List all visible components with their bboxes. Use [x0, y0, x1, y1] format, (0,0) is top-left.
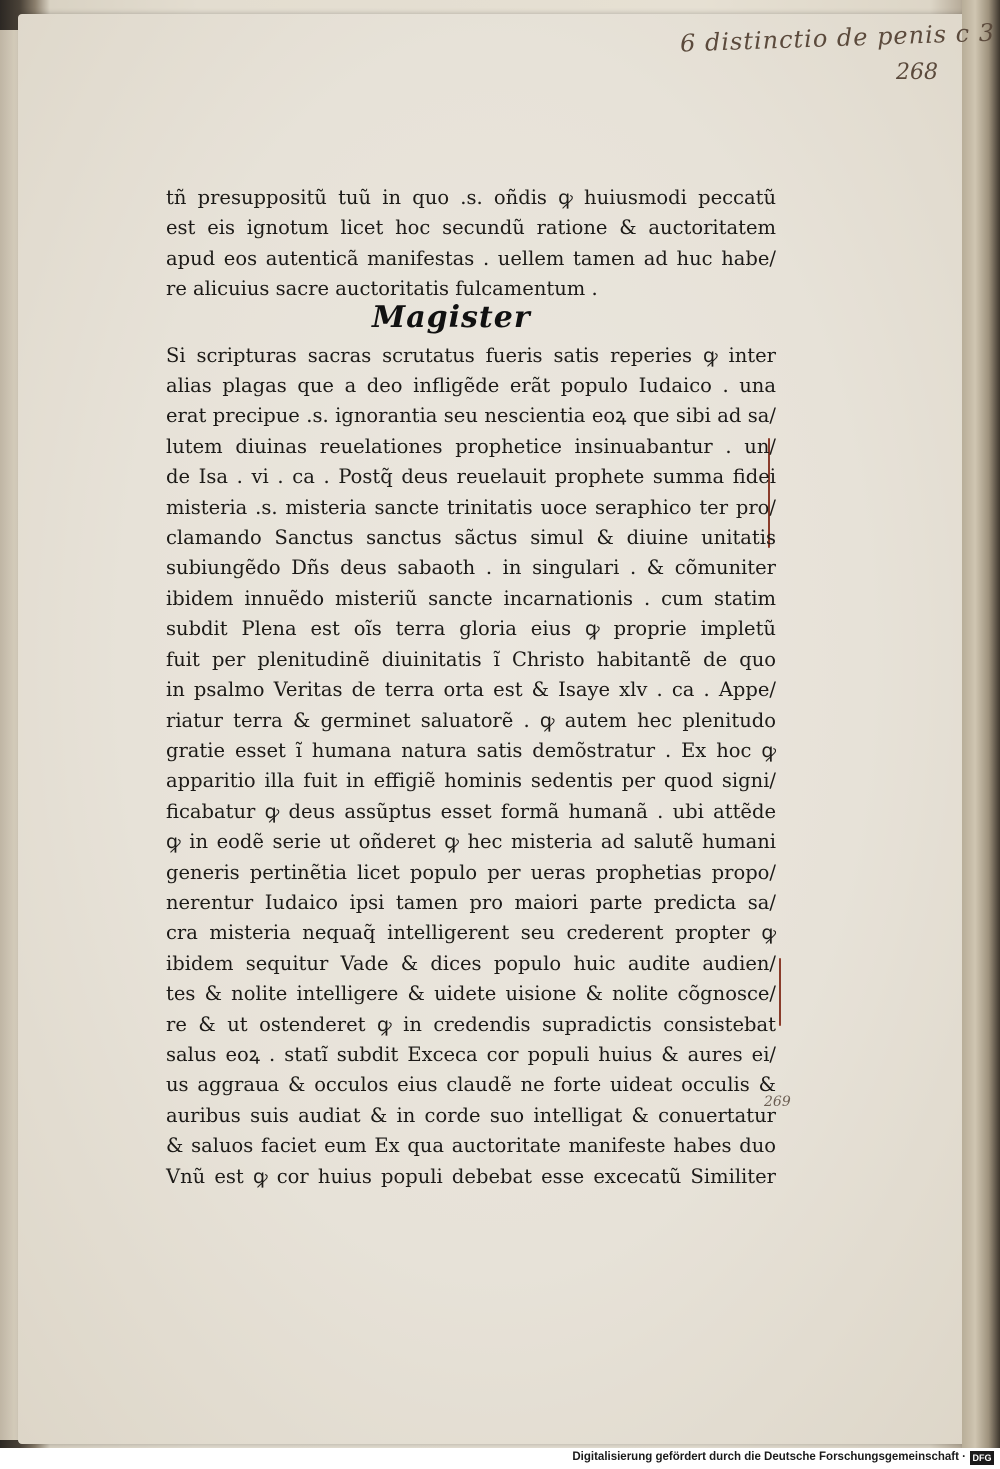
- main-text-block: [166, 183, 776, 1192]
- text-line: tes & nolite intelligere & uidete uisione & nolite cõgnosce/: [166, 982, 776, 1006]
- marginal-annotation-top: 6 distinctio de penis c 3: [679, 18, 996, 58]
- text-line: us aggraua & occulos eius claudẽ ne forte uideat occulis &: [166, 1073, 776, 1097]
- text-line: in psalmo Veritas de terra orta est & Isaye xlv . ca . Appe/: [166, 678, 776, 702]
- text-line: auribus suis audiat & in corde suo intelligat & conuertatur: [166, 1103, 776, 1127]
- text-line: tñ presuppositũ tuũ in quo .s. oñdis ꝙ huiusmodi peccatũ: [166, 186, 776, 209]
- text-line: & saluos faciet eum Ex qua auctoritate manifeste habes duo: [166, 1134, 776, 1158]
- text-line: gratie esset ĩ humana natura satis demõstratur . Ex hoc ꝙ: [166, 738, 776, 762]
- text-line: apparitio illa fuit in effigiẽ hominis sedentis per quod signi/: [166, 769, 776, 793]
- text-line: re alicuius sacre auctoritatis fulcamentum .: [166, 277, 598, 301]
- text-line: salus eoꝝ . statĩ subdit Exceca cor populi huius & aures ei/: [166, 1042, 776, 1066]
- funding-credit: Digitalisierung gefördert durch die Deutsche Forschungsgemeinschaft ·: [572, 1451, 966, 1463]
- text-line: ꝙ in eodẽ serie ut oñderet ꝙ hec misteria ad salutẽ humani: [166, 830, 776, 854]
- text-line: est eis ignotum licet hoc secundũ ratione & auctoritatem: [166, 216, 776, 240]
- text-line: fuit per plenitudinẽ diuinitatis ĩ Christo habitantẽ de quo: [166, 647, 776, 671]
- text-line: Si scripturas sacras scrutatus fueris satis reperies ꝙ inter: [166, 343, 776, 367]
- text-line: Vnũ est ꝙ cor huius populi debebat esse excecatũ Similiter: [166, 1164, 776, 1188]
- text-line: riatur terra & germinet saluatorẽ . ꝙ autem hec plenitudo: [166, 708, 776, 732]
- text-line: subdit Plena est oĩs terra gloria eius ꝙ proprie impletũ: [166, 617, 776, 641]
- text-line: apud eos autenticã manifestas . uellem tamen ad huc habe/: [166, 246, 776, 270]
- dfg-logo-icon: DFG: [970, 1451, 994, 1465]
- marginal-annotation-bottom: 269: [764, 1094, 791, 1110]
- folio-number: 268: [896, 60, 938, 85]
- text-line: re & ut ostenderet ꝙ in credendis supradictis consistebat: [166, 1012, 776, 1036]
- footer-bar: [0, 1448, 1000, 1469]
- text-line: erat precipue .s. ignorantia seu nescientia eoꝝ que sibi ad sa/: [166, 404, 776, 428]
- text-line: clamando Sanctus sanctus sãctus simul & diuine unitatis: [166, 526, 776, 550]
- text-line: ficabatur ꝙ deus assũptus esset formã humanã . ubi attẽde: [166, 799, 776, 823]
- section-heading: Magister: [372, 299, 531, 335]
- text-line: generis pertinẽtia licet populo per ueras prophetias propo/: [166, 860, 776, 884]
- text-line: alias plagas que a deo infligẽde erãt populo Iudaico . una: [166, 374, 776, 398]
- text-line: misteria .s. misteria sancte trinitatis uoce seraphico ter pro/: [166, 495, 776, 519]
- text-line: lutem diuinas reuelationes prophetice insinuabantur . un/: [166, 434, 776, 458]
- margin-bracket-2: [779, 958, 781, 1026]
- text-line: ibidem innuẽdo misteriũ sancte incarnationis . cum statim: [166, 586, 776, 610]
- text-line: de Isa . vi . ca . Postq̃ deus reuelauit prophete summa fidei: [166, 465, 776, 489]
- heading-row: [166, 299, 776, 341]
- binding-edge: [962, 0, 1000, 1448]
- text-line: nerentur Iudaico ipsi tamen pro maiori parte predicta sa/: [166, 890, 776, 914]
- text-line: subiungẽdo Dñs deus sabaoth . in singulari . & cõmuniter: [166, 556, 776, 580]
- text-line: ibidem sequitur Vade & dices populo huic audite audien/: [166, 951, 776, 975]
- text-line: cra misteria nequaq̃ intelligerent seu crederent propter ꝙ: [166, 921, 776, 945]
